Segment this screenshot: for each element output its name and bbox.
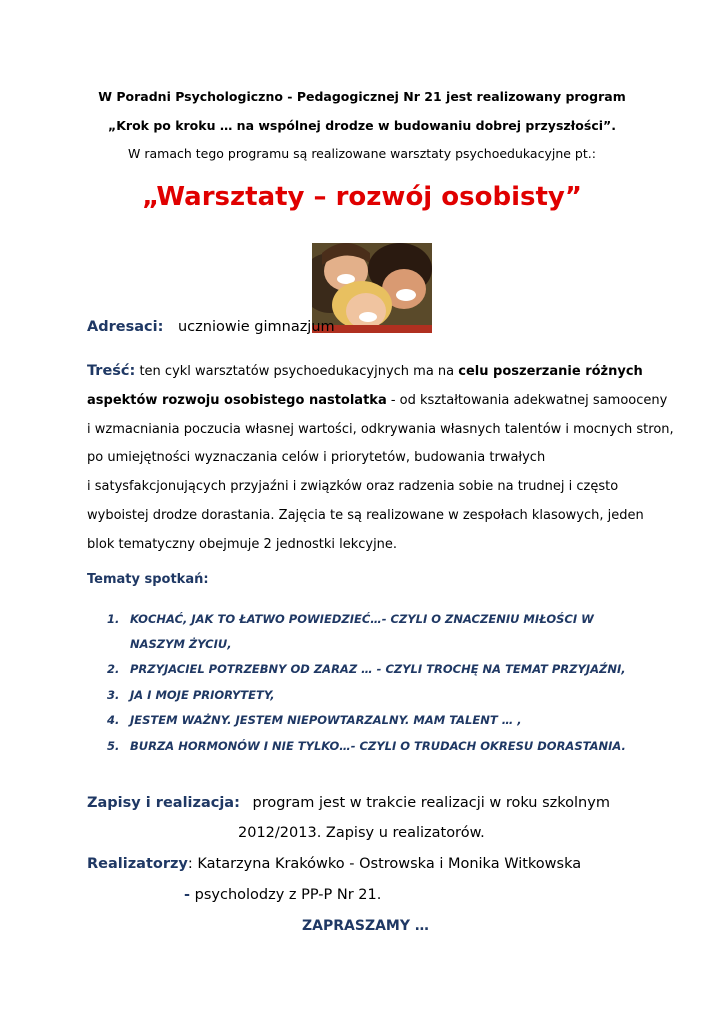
tresc-line-1b: celu poszerzanie różnych bbox=[458, 364, 643, 379]
list-item: KOCHAĆ, JAK TO ŁATWO POWIEDZIEĆ…- CZYLI O ZNACZENIU MIŁOŚCI W bbox=[130, 612, 594, 626]
list-item-number: 3. bbox=[107, 688, 120, 702]
realizatorzy-line-1: Katarzyna Krakówko - Ostrowska i Monika Witkowska bbox=[192, 856, 582, 872]
zapisy-line-2: 2012/2013. Zapisy u realizatorów. bbox=[238, 825, 485, 841]
realizatorzy-line-2: psycholodzy z PP-P Nr 21. bbox=[190, 887, 382, 903]
header-line-3: W ramach tego programu są realizowane warsztaty psychoedukacyjne pt.: bbox=[128, 146, 596, 161]
tresc-line-3: i wzmacniania poczucia własnej wartości, odkrywania własnych talentów i mocnych stron, bbox=[87, 421, 674, 437]
tresc-line-2a: aspektów rozwoju osobistego nastolatka bbox=[87, 392, 387, 408]
list-item-number: 4. bbox=[107, 713, 120, 727]
tresc-line-2b: - od kształtowania adekwatnej samooceny bbox=[386, 392, 668, 408]
realizatorzy-dash: - bbox=[184, 887, 191, 903]
tresc-line-4: po umiejętności wyznaczania celów i priorytetów, budowania trwałych bbox=[87, 450, 546, 466]
zapisy-line-1: program jest w trakcie realizacji w roku szkolnym bbox=[252, 795, 610, 811]
page-title: „Warsztaty – rozwój osobisty” bbox=[142, 182, 582, 212]
adresaci-label: Adresaci: bbox=[87, 319, 164, 335]
tresc-line-7: blok tematyczny obejmuje 2 jednostki lekcyjne. bbox=[87, 536, 398, 552]
footer-invitation: ZAPRASZAMY … bbox=[302, 918, 429, 934]
list-item: BURZA HORMONÓW I NIE TYLKO…- CZYLI O TRUDACH OKRESU DORASTANIA. bbox=[130, 739, 626, 753]
tematy-label: Tematy spotkań: bbox=[87, 572, 209, 587]
list-item-continuation: NASZYM ŻYCIU, bbox=[130, 637, 232, 651]
zapisy-label: Zapisy i realizacja: bbox=[87, 795, 240, 811]
realizatorzy-row bbox=[87, 856, 581, 872]
list-item: JESTEM WAŻNY. JESTEM NIEPOWTARZALNY. MAM TALENT … , bbox=[130, 713, 522, 727]
realizatorzy-colon: : bbox=[187, 856, 193, 872]
realizatorzy-label: Realizatorzy bbox=[87, 856, 188, 872]
header-line-2: „Krok po kroku … na wspólnej drodze w budowaniu dobrej przyszłości”. bbox=[108, 118, 616, 133]
list-item-number: 1. bbox=[107, 612, 120, 626]
tresc-line-6: wyboistej drodze dorastania. Zajęcia te są realizowane w zespołach klasowych, jeden bbox=[87, 507, 644, 523]
tresc-label: Treść: bbox=[87, 363, 136, 379]
adresaci-row bbox=[87, 319, 335, 335]
list-item: JA I MOJE PRIORYTETY, bbox=[130, 688, 275, 702]
tresc-line-5: i satysfakcjonujących przyjaźni i związków oraz radzenia sobie na trudnej i często bbox=[87, 479, 619, 495]
realizatorzy-line-2-row bbox=[184, 887, 381, 903]
list-item-number: 2. bbox=[107, 662, 120, 676]
header-line-1: W Poradni Psychologiczno - Pedagogicznej Nr 21 jest realizowany program bbox=[98, 89, 626, 104]
zapisy-row bbox=[87, 795, 610, 811]
tresc-line-1a: ten cykl warsztatów psychoedukacyjnych ma na bbox=[139, 364, 459, 379]
list-item-number: 5. bbox=[107, 739, 120, 753]
adresaci-value: uczniowie gimnazjum bbox=[177, 319, 335, 335]
list-item: PRZYJACIEL POTRZEBNY OD ZARAZ … - CZYLI TROCHĘ NA TEMAT PRZYJAŹNI, bbox=[130, 662, 626, 676]
tresc-paragraph bbox=[87, 357, 674, 560]
